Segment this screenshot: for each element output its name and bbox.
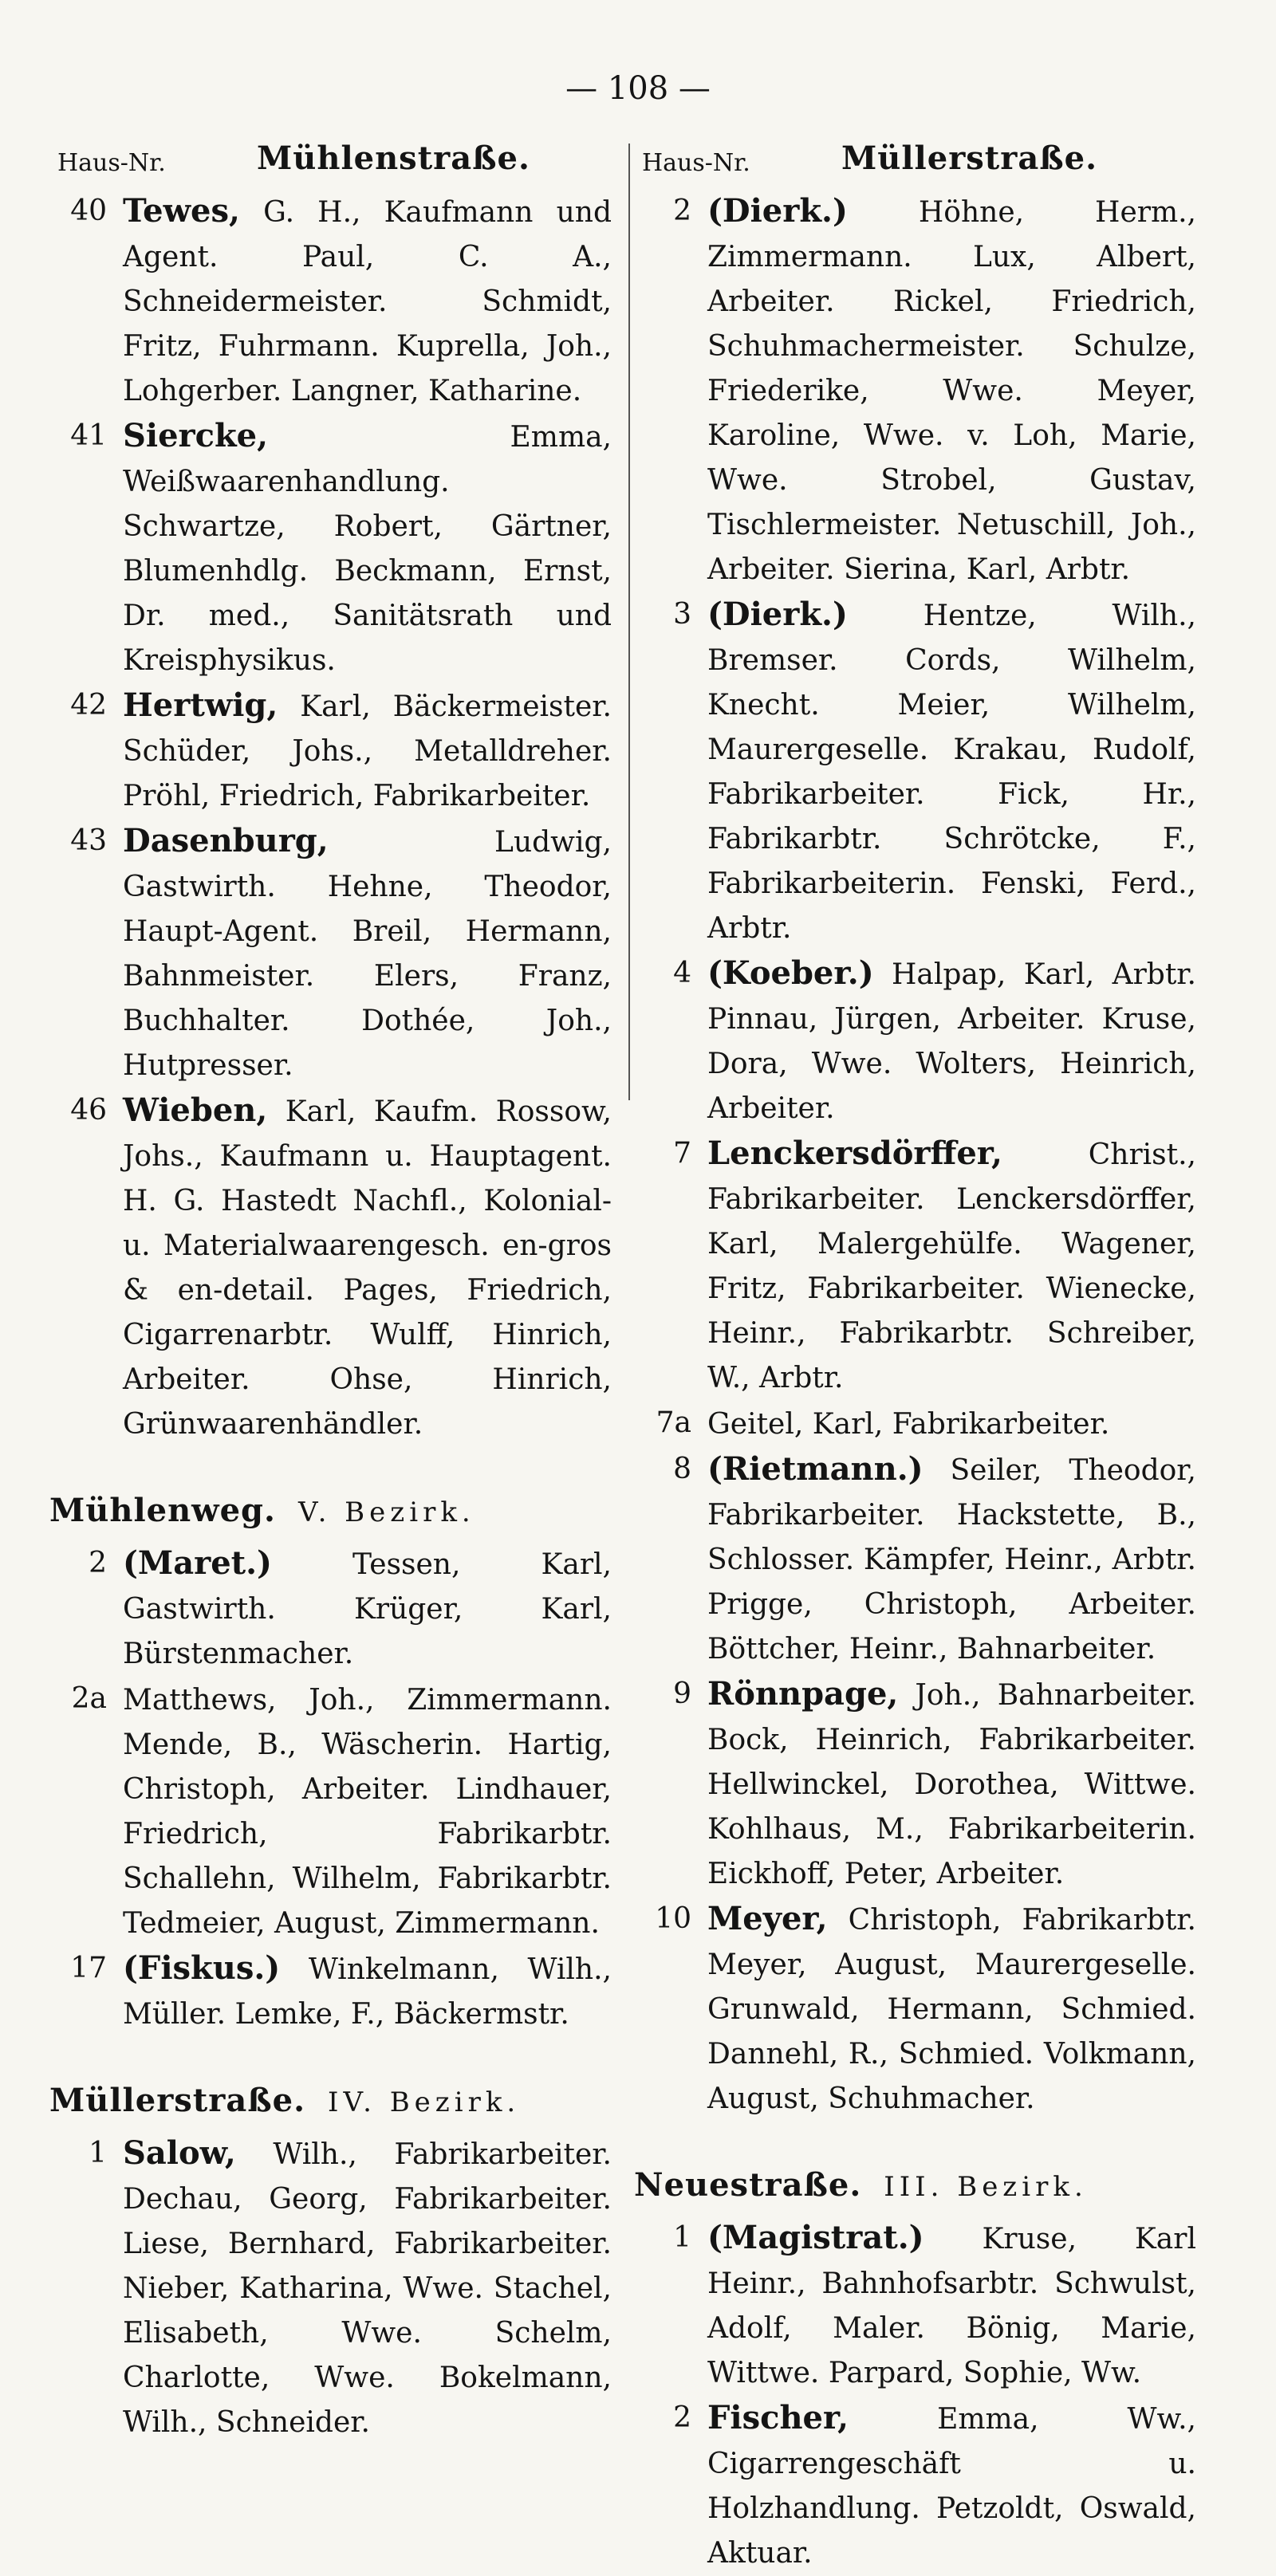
residents: Kruse, Karl Heinr., Bahnhofsarbtr. Schwulst, Adolf, Maler. Bönig, Marie, Wittwe. Parpard, Sophie, Ww.	[707, 2223, 1196, 2389]
house-entry	[634, 2396, 1196, 2576]
page-number: — 108 —	[565, 70, 711, 107]
house-entry	[634, 189, 1196, 592]
residents-text	[112, 683, 612, 819]
house-number: 7a	[656, 1406, 691, 1439]
house-entry	[49, 683, 612, 819]
residents-text	[112, 1677, 612, 1946]
owner-name: Dasenburg,	[123, 822, 329, 859]
owner-name: (Rietmann.)	[707, 1450, 924, 1488]
owner-name: Lenckersdörffer,	[707, 1135, 1002, 1172]
house-entry	[49, 1088, 612, 1447]
owner-name: Hertwig,	[123, 686, 278, 724]
owner-name: Salow,	[123, 2134, 236, 2172]
house-entry	[49, 1946, 612, 2037]
section-heading	[634, 2166, 1196, 2216]
residents: Ludwig, Gastwirth. Hehne, Theodor, Haupt-Agent. Breil, Hermann, Bahnmeister. Elers, Franz, Buchhalter. Dothée, Joh., Hutpresser.	[123, 826, 612, 1082]
street-name: Mühlenweg.	[49, 1492, 276, 1529]
residents: Emma, Ww., Cigarrengeschäft u. Holzhandlung. Petzoldt, Oswald, Aktuar.	[707, 2403, 1196, 2570]
owner-name: (Fiskus.)	[123, 1949, 281, 1987]
left-column	[49, 140, 612, 2445]
house-number: 1	[673, 2221, 691, 2254]
street-name: Neuestraße.	[634, 2166, 862, 2204]
residents-text	[112, 1946, 612, 2037]
owner-name: (Dierk.)	[707, 596, 848, 633]
owner-name: Tewes,	[123, 192, 240, 230]
house-entry	[49, 819, 612, 1088]
residents: Winkelmann, Wilh., Müller. Lemke, F., Bäckermstr.	[123, 1953, 612, 2031]
house-number: 43	[70, 824, 107, 857]
house-number: 7	[673, 1137, 691, 1170]
house-number: 46	[70, 1094, 107, 1127]
left-column-header	[49, 140, 612, 189]
house-number: 2	[89, 1547, 107, 1579]
residents-text	[696, 1447, 1196, 1672]
house-entry	[634, 1401, 1196, 1447]
residents-text	[696, 189, 1196, 592]
residents-text	[696, 592, 1196, 951]
house-number: 2a	[71, 1682, 107, 1715]
house-entry	[634, 2216, 1196, 2396]
hausnr-label: Haus-Nr.	[642, 149, 750, 177]
house-number: 10	[655, 1902, 691, 1935]
street-section-muellerstrasse	[49, 2082, 612, 2445]
residents: Höhne, Herm., Zimmermann. Lux, Albert, Arbeiter. Rickel, Friedrich, Schuhmachermeister. Schulze, Friederike, Wwe. Meyer, Karoline, Wwe. v. Loh, Marie, Wwe. Strobel, Gustav, Tischlermeister. Netuschill, Joh., Arbeiter. Sierina, Karl, Arbtr.	[707, 196, 1196, 586]
house-number: 2	[673, 195, 691, 227]
district-label: IV. Bezirk.	[328, 2086, 521, 2118]
residents: Christ., Fabrikarbeiter. Lenckersdörffer, Karl, Malergehülfe. Wagener, Fritz, Fabrikarbeiter. Wienecke, Heinr., Fabrikarbtr. Schreiber, W., Arbtr.	[707, 1139, 1196, 1394]
residents-text	[112, 819, 612, 1088]
residents-text	[112, 1541, 612, 1677]
house-number: 2	[673, 2401, 691, 2434]
hausnr-label: Haus-Nr.	[57, 149, 166, 177]
house-entry	[634, 1131, 1196, 1401]
house-number: 41	[70, 419, 107, 452]
owner-name: (Koeber.)	[707, 954, 874, 992]
residents: Karl, Bäckermeister. Schüder, Johs., Metalldreher. Pröhl, Friedrich, Fabrikarbeiter.	[123, 690, 612, 812]
street-section-neuestrasse	[634, 2166, 1196, 2576]
residents: Halpap, Karl, Arbtr. Pinnau, Jürgen, Arbeiter. Kruse, Dora, Wwe. Wolters, Heinrich, Arbeiter.	[707, 958, 1196, 1125]
residents: Wilh., Fabrikarbeiter. Dechau, Georg, Fabrikarbeiter. Liese, Bernhard, Fabrikarbeiter. Nieber, Katharina, Wwe. Stachel, Elisabeth, Wwe. Schelm, Charlotte, Wwe. Bokelmann, Wilh., Schneider.	[123, 2138, 612, 2439]
residents-text	[696, 2216, 1196, 2396]
residents: Karl, Kaufm. Rossow, Johs., Kaufmann u. Hauptagent. H. G. Hastedt Nachfl., Kolonial- u. Materialwaarengesch. en-gros & en-detail. Pages, Friedrich, Cigarrenarbtr. Wulff, Hinrich, Arbeiter. Ohse, Hinrich, Grünwaarenhändler.	[123, 1095, 612, 1441]
owner-name: (Magistrat.)	[707, 2219, 924, 2256]
owner-name: Rönnpage,	[707, 1675, 899, 1713]
residents: Matthews, Joh., Zimmermann. Mende, B., Wäscherin. Hartig, Christoph, Arbeiter. Lindhauer, Friedrich, Fabrikarbtr. Schallehn, Wilhelm, Fabrikarbtr. Tedmeier, August, Zimmermann.	[123, 1684, 612, 1940]
residents-text	[696, 951, 1196, 1131]
residents-text	[696, 1897, 1196, 2122]
house-number: 4	[673, 957, 691, 989]
house-entry	[49, 1677, 612, 1946]
owner-name: Wieben,	[123, 1091, 268, 1129]
house-number: 42	[70, 689, 107, 722]
residents-text	[696, 1131, 1196, 1401]
house-number: 8	[673, 1453, 691, 1485]
residents-text	[696, 2396, 1196, 2576]
residents-text	[112, 2131, 612, 2445]
house-number: 40	[70, 195, 107, 227]
district-label: III. Bezirk.	[884, 2171, 1088, 2203]
owner-name: Fischer,	[707, 2399, 849, 2436]
residents: Emma, Weißwaarenhandlung. Schwartze, Robert, Gärtner, Blumenhdlg. Beckmann, Ernst, Dr. med., Sanitätsrath und Kreisphysikus.	[123, 421, 612, 677]
residents: Tessen, Karl, Gastwirth. Krüger, Karl, Bürstenmacher.	[123, 1548, 612, 1670]
residents: G. H., Kaufmann und Agent. Paul, C. A., Schneidermeister. Schmidt, Fritz, Fuhrmann. Kuprella, Joh., Lohgerber. Langner, Katharine.	[123, 196, 612, 407]
right-column	[634, 140, 1196, 2576]
residents: Joh., Bahnarbeiter. Bock, Heinrich, Fabrikarbeiter. Hellwinckel, Dorothea, Wittwe. Kohlhaus, M., Fabrikarbeiterin. Eickhoff, Peter, Arbeiter.	[707, 1679, 1196, 1890]
section-heading	[49, 1492, 612, 1541]
residents-text	[696, 1672, 1196, 1897]
house-number: 17	[70, 1952, 107, 1984]
house-number: 9	[673, 1677, 691, 1710]
house-entry	[49, 1541, 612, 1677]
residents-text	[112, 1088, 612, 1447]
street-heading: Mühlenstraße.	[257, 140, 530, 177]
owner-name: (Dierk.)	[707, 192, 848, 230]
residents: Geitel, Karl, Fabrikarbeiter.	[707, 1408, 1110, 1441]
house-entry	[634, 1672, 1196, 1897]
house-entry	[634, 592, 1196, 951]
house-entry	[634, 1897, 1196, 2122]
house-entry	[49, 189, 612, 414]
right-column-header	[634, 140, 1196, 189]
house-entry	[49, 414, 612, 683]
house-entry	[49, 2131, 612, 2445]
house-number: 1	[89, 2137, 107, 2169]
owner-name: Meyer,	[707, 1900, 828, 1937]
section-heading	[49, 2082, 612, 2131]
owner-name: Siercke,	[123, 417, 269, 454]
residents-text	[696, 1401, 1196, 1447]
house-number: 3	[673, 598, 691, 631]
house-entry	[634, 951, 1196, 1131]
residents: Seiler, Theodor, Fabrikarbeiter. Hackstette, B., Schlosser. Kämpfer, Heinr., Arbtr. Prigge, Christoph, Arbeiter. Böttcher, Heinr., Bahnarbeiter.	[707, 1454, 1196, 1666]
street-section-muehlenweg	[49, 1492, 612, 2037]
house-entry	[634, 1447, 1196, 1672]
column-divider	[628, 144, 630, 1100]
residents: Hentze, Wilh., Bremser. Cords, Wilhelm, Knecht. Meier, Wilhelm, Maurergeselle. Krakau, Rudolf, Fabrikarbeiter. Fick, Hr., Fabrikarbtr. Schrötcke, F., Fabrikarbeiterin. Fenski, Ferd., Arbtr.	[707, 600, 1196, 945]
district-label: V. Bezirk.	[297, 1496, 475, 1528]
street-heading: Müllerstraße.	[841, 140, 1098, 177]
street-name: Müllerstraße.	[49, 2082, 306, 2119]
owner-name: (Maret.)	[123, 1544, 272, 1582]
residents-text	[112, 189, 612, 414]
residents: Christoph, Fabrikarbtr. Meyer, August, Maurergeselle. Grunwald, Hermann, Schmied. Dannehl, R., Schmied. Volkmann, August, Schuhmacher.	[707, 1904, 1196, 2115]
residents-text	[112, 414, 612, 683]
